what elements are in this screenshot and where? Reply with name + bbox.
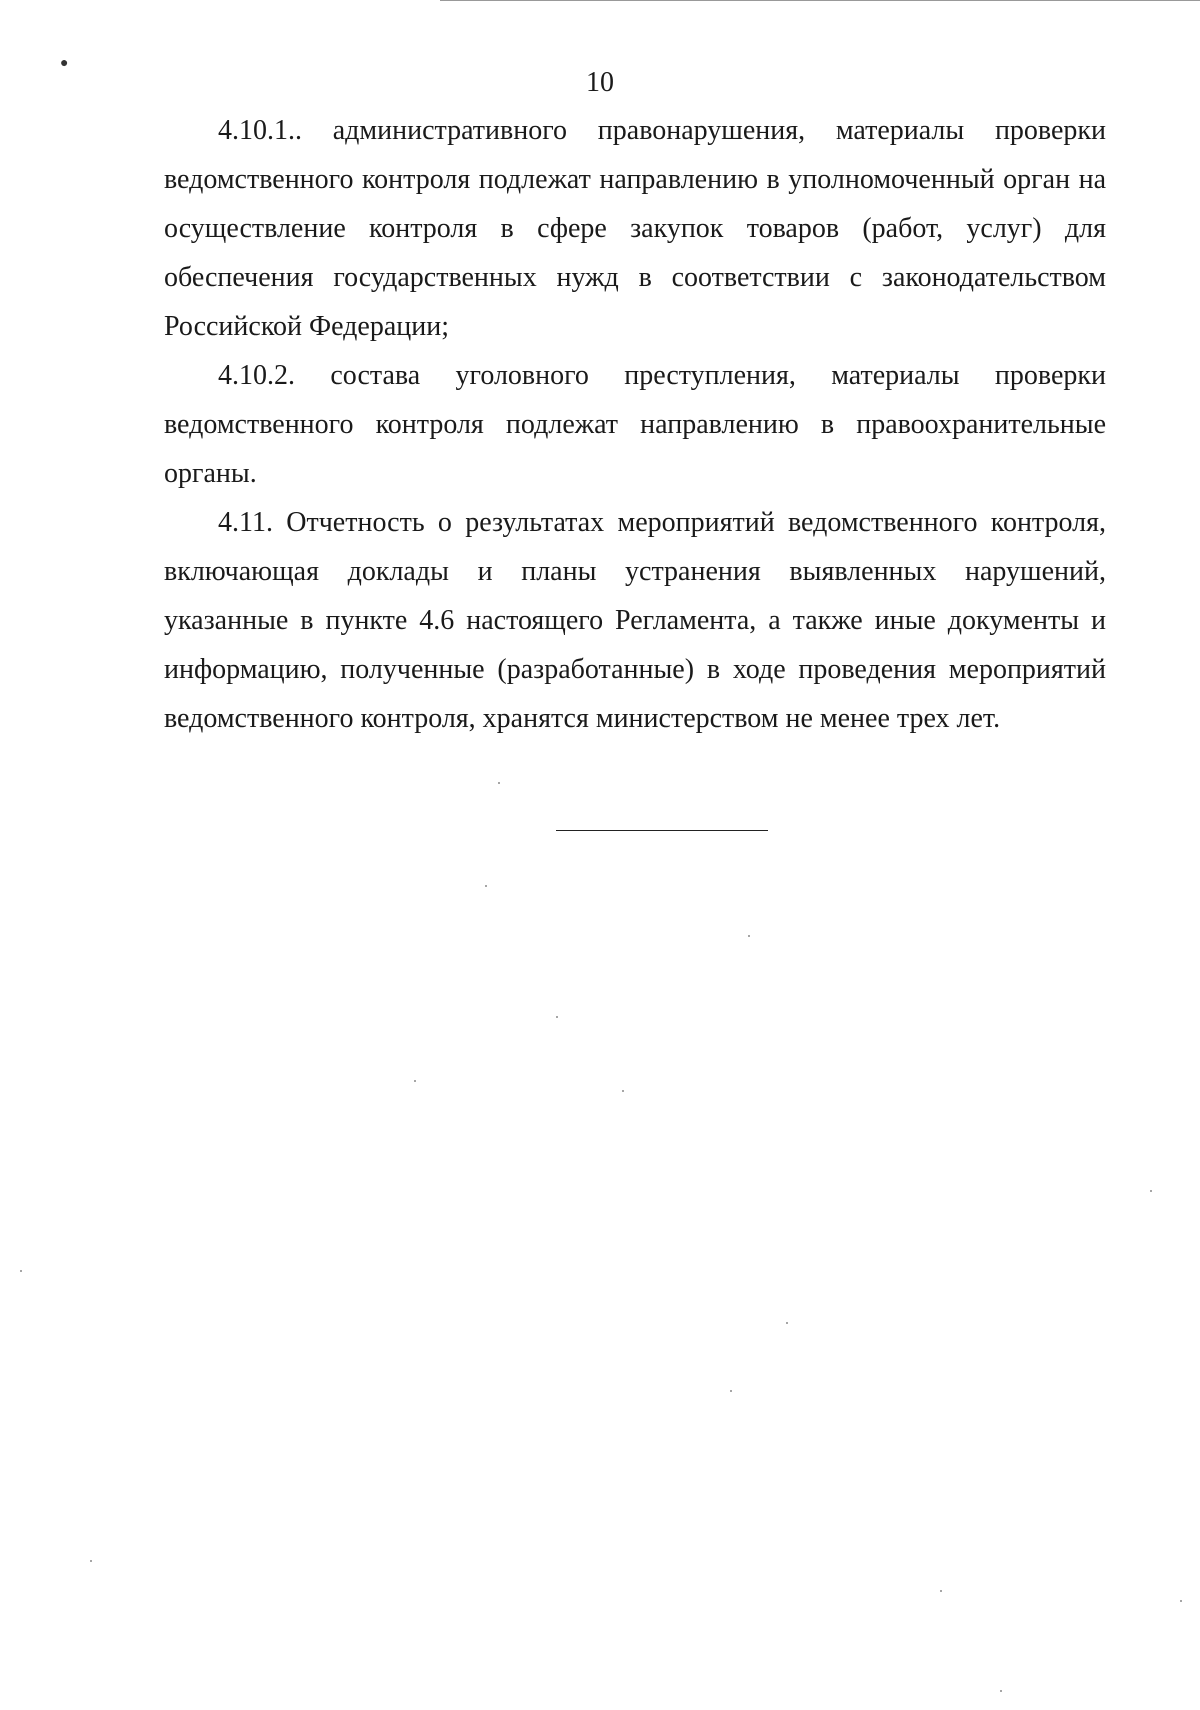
scan-speck: [1000, 1690, 1002, 1692]
scan-speck: [498, 782, 500, 784]
paragraph-4-10-2: 4.10.2. состава уголовного преступления, материалы проверки ведомственного контроля подлежат направлению в правоохранительные органы.: [164, 360, 1106, 489]
scan-speck: [786, 1322, 788, 1324]
scan-speck: [940, 1590, 942, 1592]
scan-speck: [556, 1016, 558, 1018]
paragraph-4-10-1: 4.10.1.. административного правонарушения, материалы проверки ведомственного контроля подлежат направлению в уполномоченный орган на осуществление контроля в сфере закупок товаров (работ, услуг) для обеспечения государственных нужд в соответствии с законодательством Российской Федерации;: [164, 115, 1106, 342]
scan-speck: [748, 935, 750, 937]
scan-speck: [414, 1080, 416, 1082]
scan-speck: [622, 1090, 624, 1092]
scan-artifact: ●: [60, 56, 69, 71]
scan-top-edge: [440, 0, 1200, 1]
scan-speck: [1150, 1190, 1152, 1192]
scan-speck: [1180, 1600, 1182, 1602]
page-number: 10: [586, 67, 614, 98]
end-of-text-rule: [556, 830, 768, 831]
paragraph-4-11: 4.11. Отчетность о результатах мероприятий ведомственного контроля, включающая доклады и планы устранения выявленных нарушений, указанные в пункте 4.6 настоящего Регламента, а также иные документы и информацию, полученные (разработанные) в ходе проведения мероприятий ведомственного контроля, хранятся министерством не менее трех лет.: [164, 507, 1106, 734]
scan-speck: [20, 1270, 22, 1272]
scan-speck: [485, 885, 487, 887]
document-body: [164, 106, 1106, 743]
scan-speck: [90, 1560, 92, 1562]
scan-speck: [730, 1390, 732, 1392]
